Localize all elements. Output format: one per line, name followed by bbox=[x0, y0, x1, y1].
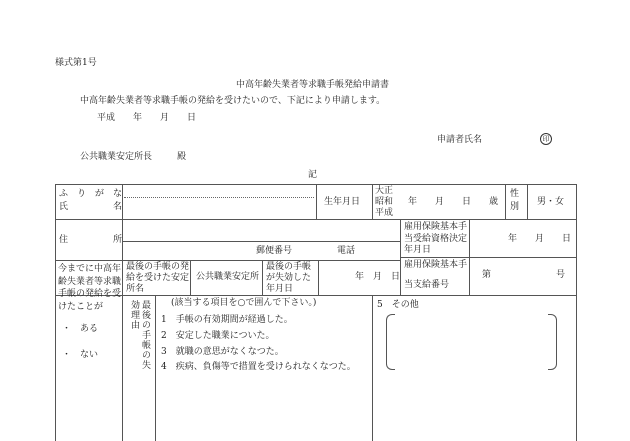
last-office-value: 公共職業安定所 bbox=[196, 272, 260, 282]
reason-1[interactable]: 1 手帳の有効期間が経過した。 bbox=[161, 315, 293, 325]
name-input[interactable] bbox=[130, 186, 314, 217]
era-heisei[interactable]: 平成 bbox=[375, 208, 394, 218]
reason-3[interactable]: 3 就職の意思がなくなつた。 bbox=[161, 347, 284, 357]
sex-label: 性別 bbox=[510, 189, 520, 212]
sex-options[interactable]: 男・女 bbox=[537, 197, 565, 207]
history-label: 今までに中高年齢失業者等求職手帳の発給を受けたことが bbox=[58, 264, 122, 312]
honorific: 殿 bbox=[177, 152, 187, 162]
history-yes[interactable]: ・ ある bbox=[62, 324, 99, 334]
expired-value: 年 月 日 bbox=[355, 272, 401, 282]
reason-note: (該当する項目を○で囲んで下さい。) bbox=[171, 298, 317, 308]
era-showa[interactable]: 昭和 bbox=[375, 197, 394, 207]
insurance-date-label: 雇用保険基本手当受給資格決定年月日 bbox=[404, 222, 468, 255]
left-bracket bbox=[386, 314, 395, 370]
other-reason-input[interactable] bbox=[396, 316, 546, 366]
application-date: 平成 年 月 日 bbox=[97, 113, 197, 123]
reason-label: 最後の手帳の失効理由 bbox=[129, 300, 150, 370]
form-number: 様式第1号 bbox=[55, 58, 97, 68]
birthdate-value: 年 月 日 歳 bbox=[408, 197, 499, 207]
insurance-no-suffix: 号 bbox=[556, 270, 566, 280]
insurance-no-label-1: 雇用保険基本手 bbox=[404, 260, 468, 270]
era-options[interactable] bbox=[375, 186, 393, 219]
era-taisho[interactable]: 大正 bbox=[375, 186, 394, 196]
addressee: 公共職業安定所長 bbox=[80, 152, 153, 162]
birthdate-label: 生年月日 bbox=[324, 197, 361, 207]
insurance-date-value: 年 月 日 bbox=[508, 234, 572, 244]
history-no[interactable]: ・ ない bbox=[62, 350, 99, 360]
form-title: 中高年齢失業者等求職手帳発給申請書 bbox=[236, 80, 390, 90]
furigana-label: ふ り が な bbox=[59, 189, 123, 199]
applicant-label: 申請者氏名 bbox=[437, 135, 483, 145]
reason-4[interactable]: 4 疾病、負傷等で措置を受けられなくなつた。 bbox=[161, 362, 356, 372]
address-label: 住 所 bbox=[59, 235, 123, 245]
reason-5-other[interactable]: 5 その他 bbox=[377, 300, 419, 310]
postal-label: 郵便番号 bbox=[256, 246, 293, 256]
insurance-no-label-2: 当支給番号 bbox=[404, 280, 450, 290]
expired-label: 最後の手帳が失効した年月日 bbox=[266, 262, 312, 294]
ki-mark: 記 bbox=[308, 170, 318, 180]
last-office-label: 最後の手帳の発給を受けた安定所名 bbox=[126, 262, 190, 294]
insurance-no-prefix: 第 bbox=[482, 270, 492, 280]
intro-text: 中高年齢失業者等求職手帳の発給を受けたいので、下記により申請します。 bbox=[80, 96, 386, 106]
right-bracket bbox=[548, 314, 557, 370]
name-label: 氏 名 bbox=[59, 202, 123, 212]
address-input[interactable] bbox=[205, 245, 395, 259]
reason-2[interactable]: 2 安定した職業についた。 bbox=[161, 331, 275, 341]
seal-mark: 印 bbox=[540, 133, 552, 145]
phone-label: 電話 bbox=[337, 246, 356, 256]
